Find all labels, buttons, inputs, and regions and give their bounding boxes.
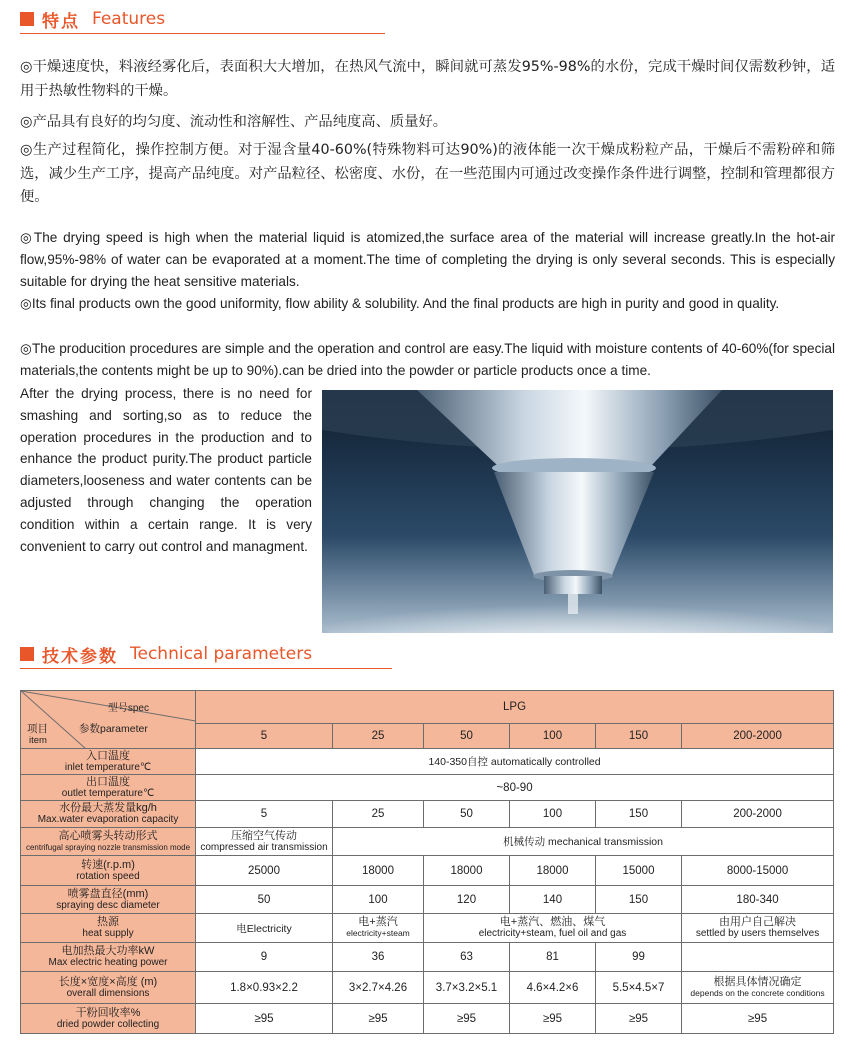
table-cell — [682, 943, 834, 972]
size-cell: 50 — [424, 724, 510, 749]
row-label: 电加热最大功率kW Max electric heating power — [21, 943, 196, 972]
technical-title-zh: 技术参数 — [42, 646, 118, 667]
spec-label: 型号spec — [107, 703, 149, 714]
row-label: 入口温度 inlet temperature℃ — [21, 749, 196, 775]
table-cell: 3×2.7×4.26 — [333, 972, 424, 1004]
table-row — [21, 749, 834, 775]
en-paragraph-2: ◎Its final products own the good uniformity, flow ability & solubility. And the final products are high in purity and good in quality. — [20, 296, 780, 311]
table-cell: 1.8×0.93×2.2 — [196, 972, 333, 1004]
en-paragraph-1: ◎The drying speed is high when the material liquid is atomized,the surface area of the material will increase greatly.In the hot-air flow,95%-98% of water can be evaporated at a moment.The time of completing the drying is only several seconds. This is especially suitable for drying the heat sensitive materials. — [20, 230, 835, 289]
features-title-zh: 特点 — [42, 11, 80, 32]
table-cell: 电+蒸汽、燃油、煤气 electricity+steam, fuel oil and gas — [424, 914, 682, 943]
table-cell: 99 — [596, 943, 682, 972]
size-cell: 100 — [510, 724, 596, 749]
row-label: 热源 heat supply — [21, 914, 196, 943]
table-cell: 81 — [510, 943, 596, 972]
table-cell: 3.7×3.2×5.1 — [424, 972, 510, 1004]
size-cell: 150 — [596, 724, 682, 749]
transmission-mechanical-value: 机械传动 mechanical transmission — [333, 828, 834, 856]
row-label: 转速(r.p.m) rotation speed — [21, 856, 196, 886]
technical-title-en: Technical parameters — [130, 644, 313, 664]
table-cell: 9 — [196, 943, 333, 972]
atomizer-photo — [322, 390, 833, 633]
table-cell: 150 — [596, 801, 682, 828]
header-corner-cell — [21, 691, 196, 749]
table-cell: 15000 — [596, 856, 682, 886]
size-cell: 25 — [333, 724, 424, 749]
table-cell: ≥95 — [682, 1004, 834, 1034]
zh-paragraph-1: ◎干燥速度快，料液经雾化后，表面积大大增加，在热风气流中，瞬间就可蒸发95%-98%的水份，完成干燥时间仅需数秒钟，适用于热敏性物料的干燥。 — [20, 59, 835, 99]
table-row — [21, 972, 834, 1004]
technical-heading — [20, 640, 312, 668]
table-cell: 压缩空气传动 compressed air transmission — [196, 828, 333, 856]
table-row — [21, 886, 834, 914]
table-cell: 4.6×4.2×6 — [510, 972, 596, 1004]
table-cell: 180-340 — [682, 886, 834, 914]
features-title-en: Features — [92, 9, 166, 29]
square-bullet-icon — [20, 647, 34, 661]
table-cell: ≥95 — [196, 1004, 333, 1034]
en-paragraph-3: ◎The producition procedures are simple and the operation and control are easy.The liquid with moisture contents of 40-60%(for special materials,the contents might be up to 90%).can be dried into the powder or particle products once a time. — [20, 341, 835, 378]
table-header-row — [21, 691, 834, 724]
table-row — [21, 775, 834, 801]
table-cell: 150 — [596, 886, 682, 914]
item-label-en: item — [29, 735, 47, 746]
table-cell: 根据具体情况确定 depends on the concrete conditions — [682, 972, 834, 1004]
row-label: 水份最大蒸发量kg/h Max.water evaporation capacity — [21, 801, 196, 828]
table-row — [21, 828, 834, 856]
technical-parameters-table — [20, 690, 834, 1034]
table-cell: 120 — [424, 886, 510, 914]
table-cell: 5.5×4.5×7 — [596, 972, 682, 1004]
inlet-temperature-value: 140-350自控 automatically controlled — [196, 749, 834, 775]
table-cell: 8000-15000 — [682, 856, 834, 886]
zh-paragraph-2: ◎产品具有良好的均匀度、流动性和溶解性、产品纯度高、质量好。 — [20, 114, 448, 130]
size-cell: 5 — [196, 724, 333, 749]
parameter-label: 参数parameter — [79, 723, 148, 735]
table-cell: ≥95 — [424, 1004, 510, 1034]
table-cell: ≥95 — [596, 1004, 682, 1034]
row-label: 长度×宽度×高度 (m) overall dimensions — [21, 972, 196, 1004]
row-label: 喷雾盘直径(mm) spraying desc diameter — [21, 886, 196, 914]
features-heading — [20, 5, 165, 33]
table-row — [21, 914, 834, 943]
table-cell: 100 — [333, 886, 424, 914]
en-paragraph-side: After the drying process, there is no need for smashing and sorting,so as to reduce the operation procedures in the production and to enhance the product purity.The product particle diameters,looseness and water contents can be adjusted through changing the operation condition within a certain range. It is very convenient to carry out control and managment. — [20, 386, 312, 554]
table-cell: 36 — [333, 943, 424, 972]
size-cell: 200-2000 — [682, 724, 834, 749]
square-bullet-icon — [20, 12, 34, 26]
table-row — [21, 801, 834, 828]
table-cell: 5 — [196, 801, 333, 828]
row-label: 高心喷雾头转动形式 centrifugal spraying nozzle transmission mode — [21, 828, 196, 856]
table-cell: 25000 — [196, 856, 333, 886]
row-label: 出口温度 outlet temperature℃ — [21, 775, 196, 801]
table-cell: 25 — [333, 801, 424, 828]
table-cell: 50 — [196, 886, 333, 914]
table-row — [21, 856, 834, 886]
table-cell: ≥95 — [510, 1004, 596, 1034]
model-cell: LPG — [196, 691, 834, 724]
table-cell: 18000 — [510, 856, 596, 886]
table-row — [21, 943, 834, 972]
table-cell: 63 — [424, 943, 510, 972]
table-cell: 200-2000 — [682, 801, 834, 828]
table-row — [21, 1004, 834, 1034]
atomizer-illustration — [322, 390, 833, 633]
technical-divider — [20, 668, 392, 669]
item-label-zh: 项目 — [27, 723, 48, 735]
outlet-temperature-value: ~80-90 — [196, 775, 834, 801]
zh-paragraph-3: ◎生产过程简化，操作控制方便。对于湿含量40-60%(特殊物料可达90%)的液体能一次干燥成粉粒产品，干燥后不需粉碎和筛选，减少生产工序，提高产品纯度。对产品粒径、松密度、水份，在一些范围内可通过改变操作条件进行调整，控制和管理都很方便。 — [20, 142, 835, 205]
table-cell: 18000 — [333, 856, 424, 886]
table-cell: 100 — [510, 801, 596, 828]
table-cell: 18000 — [424, 856, 510, 886]
table-cell: 电Electricity — [196, 914, 333, 943]
table-cell: ≥95 — [333, 1004, 424, 1034]
table-cell: 电+蒸汽 electricity+steam — [333, 914, 424, 943]
row-label: 干粉回收率% dried powder collecting — [21, 1004, 196, 1034]
table-cell: 140 — [510, 886, 596, 914]
table-cell: 由用户自己解决 settled by users themselves — [682, 914, 834, 943]
table-cell: 50 — [424, 801, 510, 828]
features-divider — [20, 33, 385, 34]
